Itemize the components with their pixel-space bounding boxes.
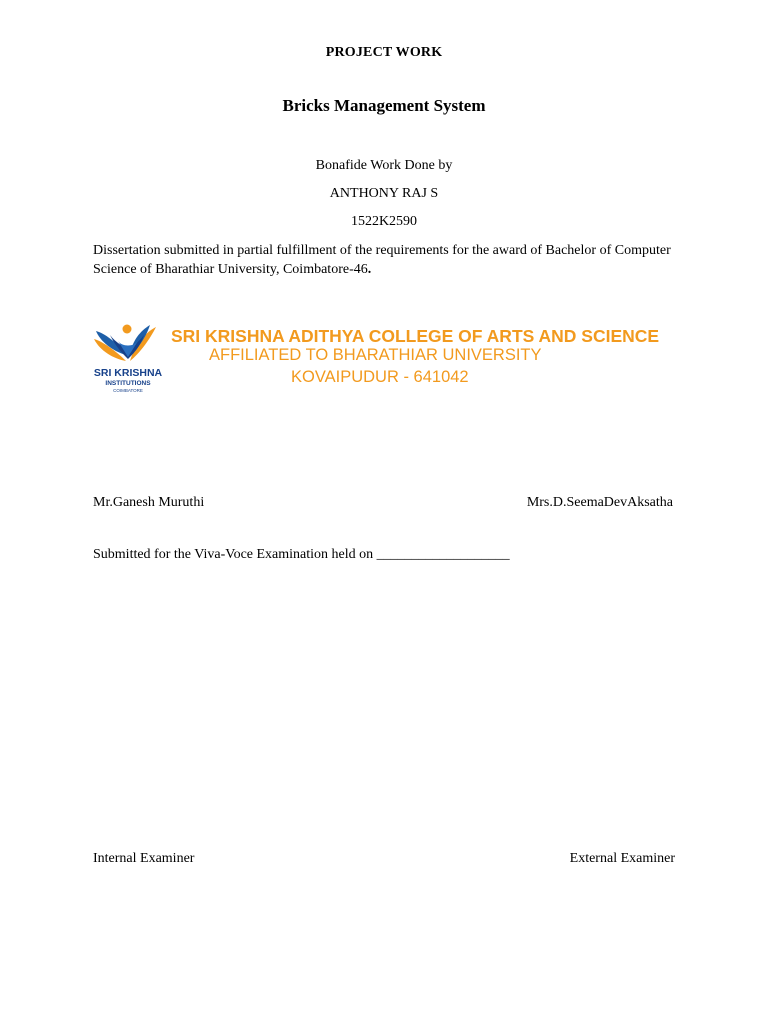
college-affiliation: AFFILIATED TO BHARATHIAR UNIVERSITY	[209, 346, 542, 364]
external-examiner-label: External Examiner	[569, 851, 675, 866]
project-title: Bricks Management System	[282, 96, 486, 115]
internal-examiner-label: Internal Examiner	[93, 851, 195, 866]
dissertation-period: .	[367, 262, 372, 277]
college-name: SRI KRISHNA ADITHYA COLLEGE OF ARTS AND SCIENCE	[171, 326, 660, 346]
author-name: ANTHONY RAJ S	[329, 186, 439, 201]
roll-number: 1522K2590	[350, 214, 418, 229]
guide-name-right: Mrs.D.SeemaDevAksatha	[526, 495, 673, 510]
college-address: KOVAIPUDUR - 641042	[291, 368, 469, 386]
bonafide-line: Bonafide Work Done by	[315, 158, 453, 173]
dissertation-text: Dissertation submitted in partial fulfillment of the requirements for the award of Bachelor of Computer Science of Bharathiar University, Coimbatore-46	[93, 243, 671, 277]
logo-graphic	[88, 321, 168, 399]
project-work-label: PROJECT WORK	[325, 45, 443, 60]
sri-krishna-logo-icon	[88, 321, 168, 399]
logo-line2: INSTITUTIONS	[105, 380, 151, 387]
viva-voce-line: Submitted for the Viva-Voce Examination held on ___________________	[93, 547, 510, 562]
logo-line1: SRI KRISHNA	[93, 367, 163, 379]
dissertation-statement	[93, 241, 693, 279]
guide-name-left: Mr.Ganesh Muruthi	[93, 495, 205, 510]
logo-line3: COIMBATORE	[113, 388, 143, 393]
